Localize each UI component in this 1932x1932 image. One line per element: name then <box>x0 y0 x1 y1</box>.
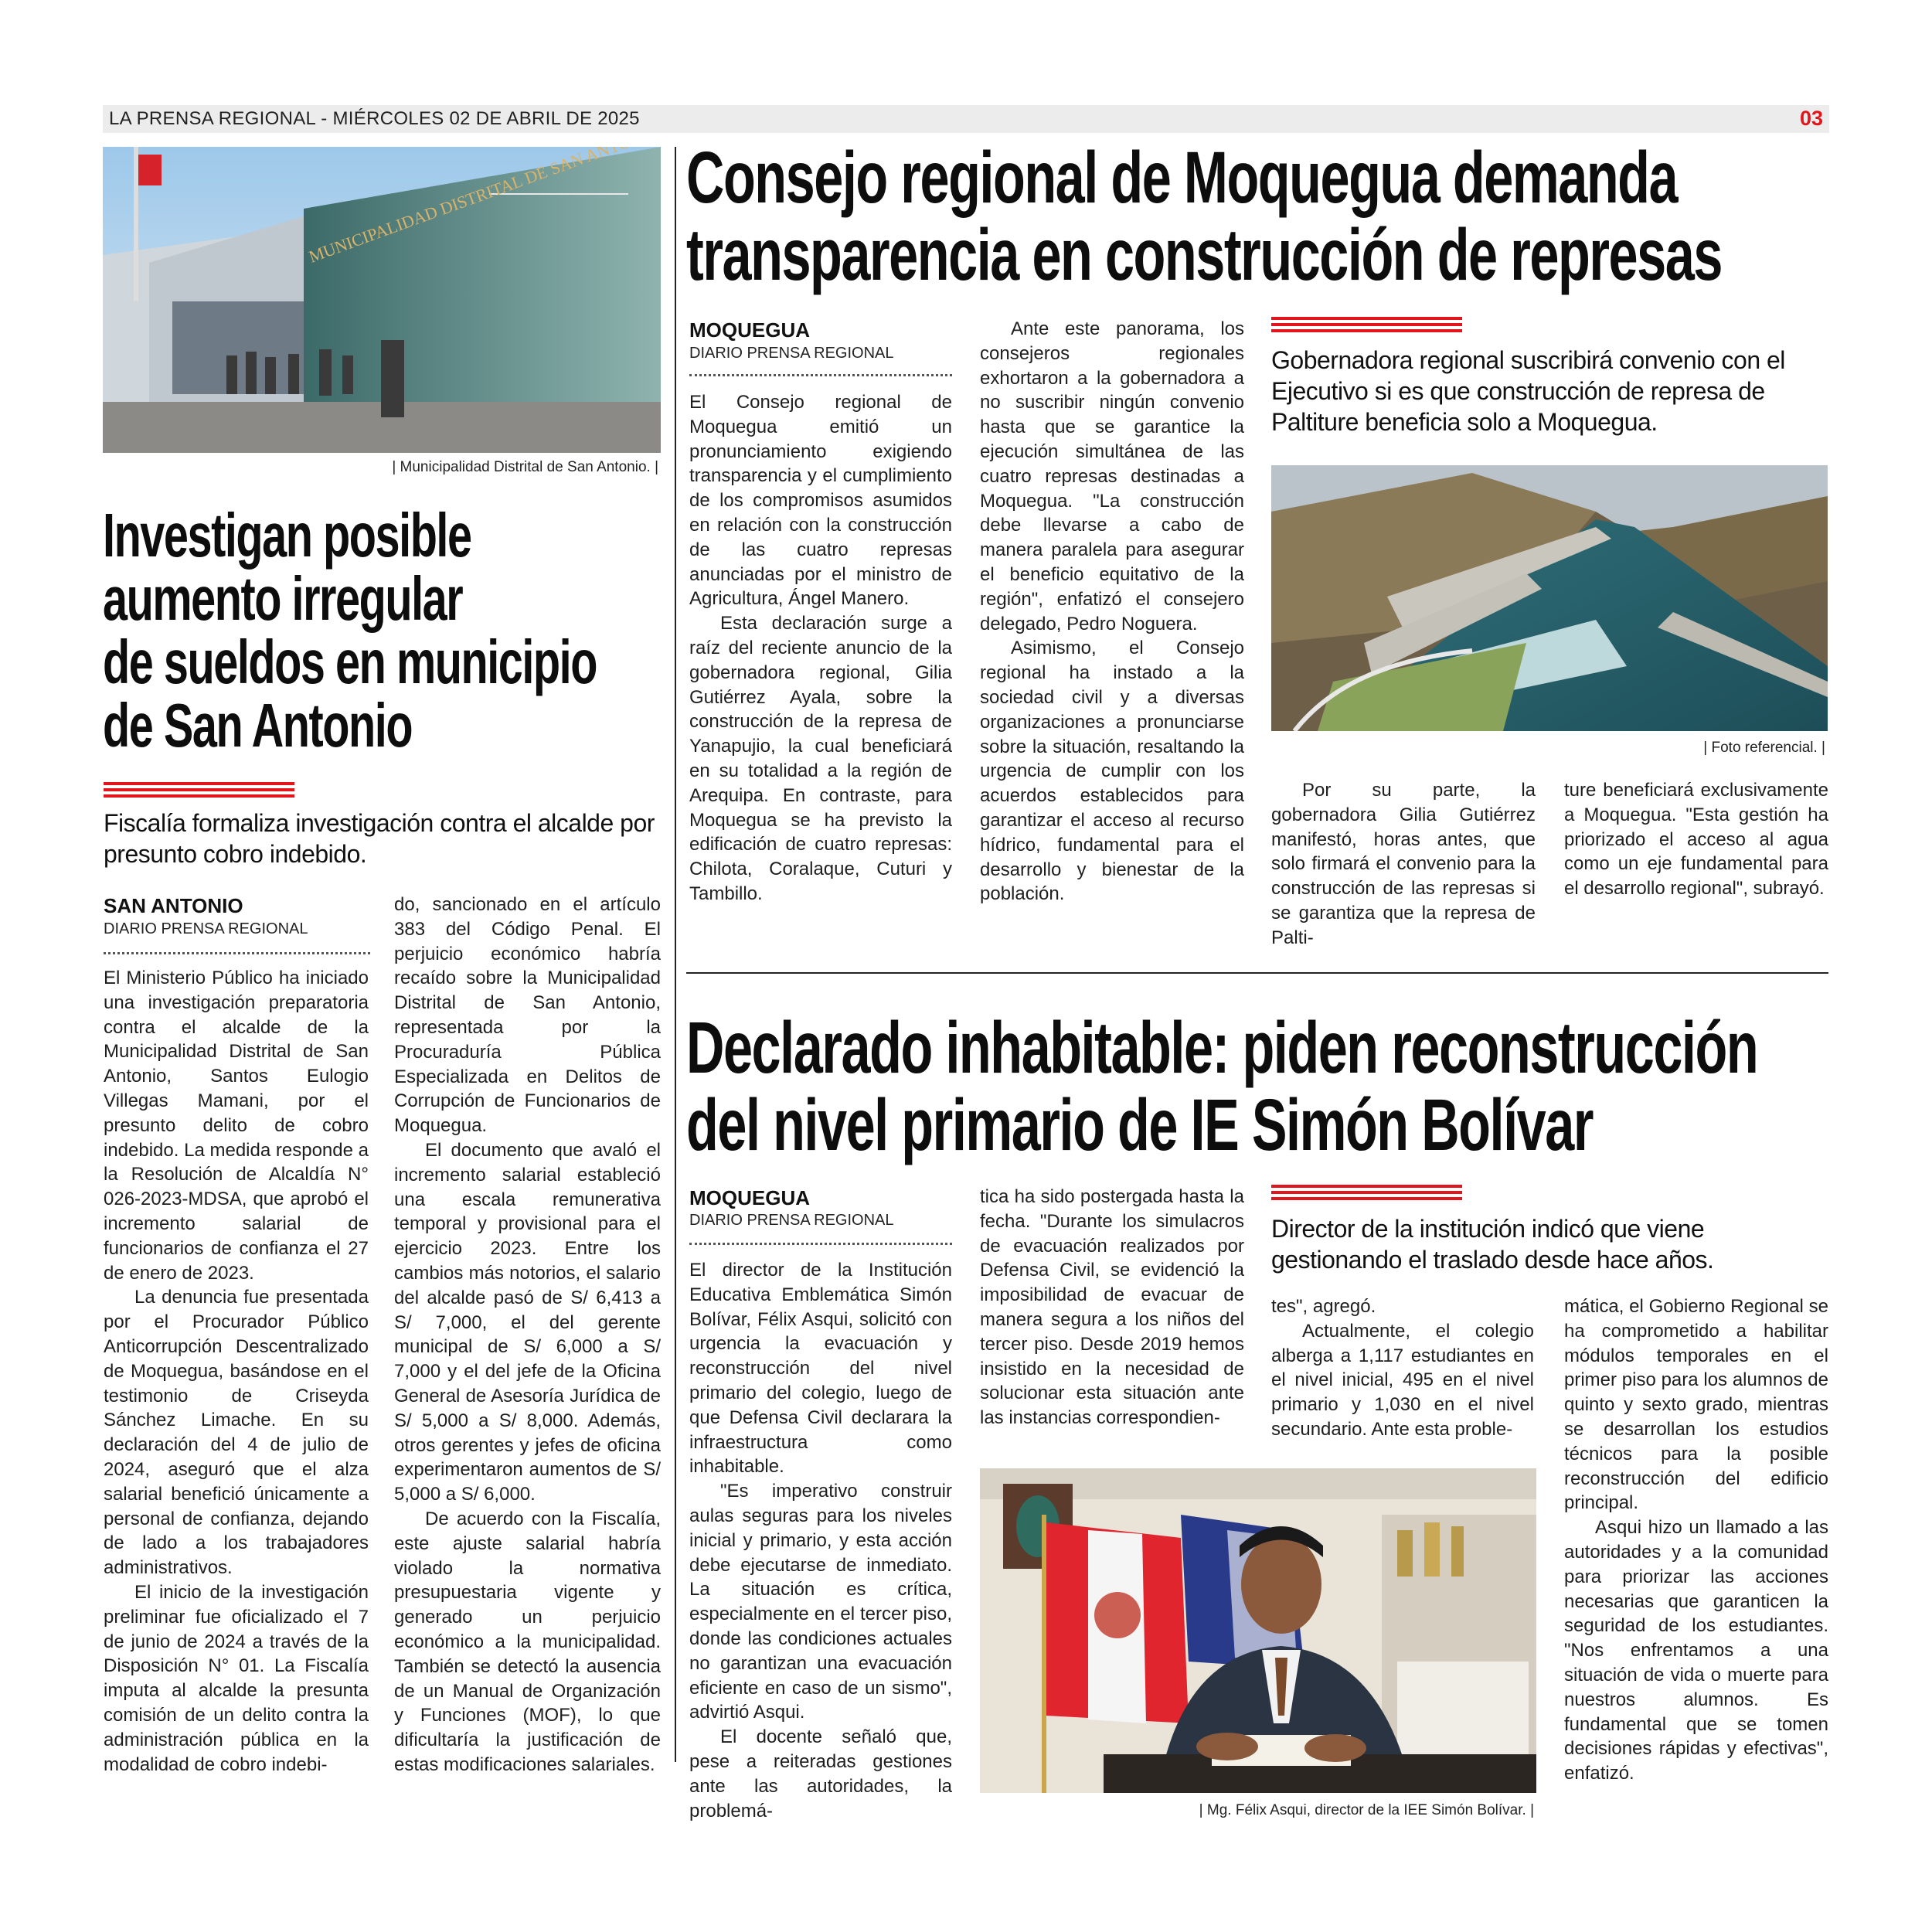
column-divider <box>675 147 676 1762</box>
article-location: MOQUEGUA <box>689 318 810 342</box>
article-source: DIARIO PRENSA REGIONAL <box>104 920 308 937</box>
dotted-divider <box>104 952 370 954</box>
article-source: DIARIO PRENSA REGIONAL <box>689 345 894 362</box>
article-column: do, sancionado en el artículo 383 del Código Penal. El perjuicio económico habría recaído sobre la Municipalidad Distrital de San Antonio, representada por la Procuraduría Pública Especializada en Delitos de Corrupción de Funcionarios de Moquegua. El documento que avaló el incremento salarial estableció una escala remunerativa temporal y provisional para el ejercicio 2023. Entre los cambios más notorios, el salario del alcalde pasó de S/ 6,413 a S/ 7,000, el del gerente municipal de S/ 6,000 a S/ 7,000 y el del jefe de la Oficina General de Asesoría Jurídica de S/ 5,000 a S/ 8,000. Además, otros gerentes y jefes de oficina experimentaron aumentos de S/ 5,000 a S/ 6,000. De acuerdo con la Fiscalía, este ajuste salarial habría violado la normativa presupuestaria vigente y generado un perjuicio económico a la municipalidad. También se detectó la ausencia de un Manual de Organización y Funciones (MOF), lo que dificultaría la justificación de estas modificaciones salariales. <box>394 894 661 1775</box>
article-divider <box>686 972 1828 974</box>
photo-caption: | Foto referencial. | <box>1703 740 1825 756</box>
article-column: Ante este panorama, los consejeros regionales exhortaron a la gobernadora a no suscribir ningún convenio hasta que se garantice la ejecución simultánea de las cuatro represas destinadas a Moquegua. "La construcción debe llevarse a cabo de manera paralela para asegurar el beneficio equitativo de la región", enfatizó el consejero delegado, Pedro Noguera. Asimismo, el Consejo regional ha instado a la sociedad civil y a diversas organizaciones a pronunciarse sobre la situación, resaltando la urgencia de cumplir con los acuerdos establecidos para garantizar el acceso al recurso hídrico, fundamental para el desarrollo y bienestar de la población. <box>980 318 1244 905</box>
building-photo <box>103 147 661 453</box>
photo-caption: | Municipalidad Distrital de San Antonio. | <box>392 459 658 475</box>
article-subheadline: Fiscalía formaliza investigación contra el alcalde por presunto cobro indebido. <box>104 809 655 868</box>
red-rule-decoration <box>1271 1185 1462 1202</box>
article-column: El director de la Institución Educativa Emblemática Simón Bolívar, Félix Asqui, solicitó con urgencia la evacuación y reconstrucción del nivel primario del colegio, luego de que Defensa Civil declarara la infraestructura como inhabitable. "Es imperativo construir aulas seguras para los niveles inicial y primario, y esta acción debe ejecutarse de inmediato. La situación es crítica, especialmente en el tercer piso, donde las condiciones actuales no garantizan una evacuación eficiente en caso de un sismo", advirtió Asqui. El docente señaló que, pese a reiteradas gestiones ante las autoridades, la problemá- <box>689 1260 952 1821</box>
dotted-divider <box>689 374 952 376</box>
article-column: El Consejo regional de Moquegua emitió un pronunciamiento exigiendo transparencia y el cumplimiento de los compromisos asumidos en relación con la construcción de las cuatro represas anunciadas por el ministro de Agricultura, Ángel Manero. Esta declaración surge a raíz del reciente anuncio de la gobernadora regional, Gilia Gutiérrez Ayala, sobre la construcción de la represa de Yanapujio, la cual beneficiará en su totalidad a la región de Arequipa. En contraste, para Moquegua se ha previsto la edificación de cuatro represas: Chilota, Coralaque, Cuturi y Tambillo. <box>689 392 952 904</box>
article-headline: Investigan posible aumento irregular de sueldos en municipio de San Antonio <box>103 501 597 760</box>
article-subheadline: Director de la institución indicó que viene gestionando el traslado desde hace años. <box>1271 1215 1714 1274</box>
article-location: SAN ANTONIO <box>104 894 243 917</box>
article-location: MOQUEGUA <box>689 1186 810 1209</box>
red-rule-decoration <box>104 782 294 799</box>
article-headline: Consejo regional de Moquegua demanda transparencia en construcción de represas <box>686 137 1722 296</box>
red-rule-decoration <box>1271 317 1462 334</box>
director-portrait-photo <box>980 1468 1536 1793</box>
page-number: 03 <box>1799 107 1823 130</box>
article-column: tica ha sido postergada hasta la fecha. "Durante los simulacros de evacuación realizados por Defensa Civil, se evidenció la imposibilidad de evacuar de manera segura a los niños del tercer piso. Desde 2019 hemos insistido en la necesidad de solucionar esta situación ante las instancias correspondien- <box>980 1186 1244 1429</box>
article-column: mática, el Gobierno Regional se ha comprometido a habilitar módulos temporales en el primer piso para los alumnos de quinto y sexto grado, mientras se desarrollan los estudios técnicos para la posible reconstrucción del edificio principal. Asqui hizo un llamado a las autoridades y a la comunidad para priorizar las acciones necesarias que garanticen la seguridad de los estudiantes. "Nos enfrentamos a una situación de vida o muerte para nuestros alumnos. Es fundamental que se tomen decisiones rápidas y efectivas", enfatizó. <box>1564 1296 1828 1784</box>
article-column: ture beneficiará exclusivamente a Moquegua. "Esta gestión ha priorizado el acceso al agua como un eje fundamental para el desarrollo regional", subrayó. <box>1564 780 1828 900</box>
publication-line: LA PRENSA REGIONAL - MIÉRCOLES 02 DE ABRIL DE 2025 <box>109 108 640 129</box>
page-header <box>103 105 1829 133</box>
article-subheadline: Gobernadora regional suscribirá convenio con el Ejecutivo si es que construcción de represa de Paltiture beneficia solo a Moquegua. <box>1271 346 1785 436</box>
photo-caption: | Mg. Félix Asqui, director de la IEE Simón Bolívar. | <box>1199 1802 1534 1818</box>
dotted-divider <box>689 1243 952 1245</box>
dam-photo <box>1271 465 1828 731</box>
article-column: El Ministerio Público ha iniciado una investigación preparatoria contra el alcalde de la Municipalidad Distrital de San Antonio, Santos Eulogio Villegas Mamani, por el presunto delito de cobro indebido. La medida responde a la Resolución de Alcaldía N° 026-2023-MDSA, que aprobó el incremento salarial de funcionarios de confianza el 27 de enero de 2023. La denuncia fue presentada por el Procurador Público Anticorrupción Descentralizado de Moquegua, basándose en el testimonio de Criseyda Sánchez Limache. En su declaración del 4 de julio de 2024, aseguró que el alza salarial benefició únicamente a personal de confianza, dejando de lado a los trabajadores administrativos. El inicio de la investigación preliminar fue oficializado el 7 de junio de 2024 a través de la Disposición N° 01. La Fiscalía imputa al alcalde la presunta comisión de un delito contra la administración pública en la modalidad de cobro indebi- <box>104 968 369 1775</box>
article-headline: Declarado inhabitable: piden reconstrucción del nivel primario de IE Simón Bolívar <box>686 1007 1758 1166</box>
article-source: DIARIO PRENSA REGIONAL <box>689 1212 894 1229</box>
article-column: Por su parte, la gobernadora Gilia Gutiérrez manifestó, horas antes, que solo firmará el convenio para la construcción de las represas si se garantiza que la represa de Palti- <box>1271 780 1536 948</box>
article-column: tes", agregó. Actualmente, el colegio alberga a 1,117 estudiantes en el nivel inicial, 495 en el nivel primario y 1,030 en el nivel secundario. Ante esta proble- <box>1271 1296 1534 1440</box>
